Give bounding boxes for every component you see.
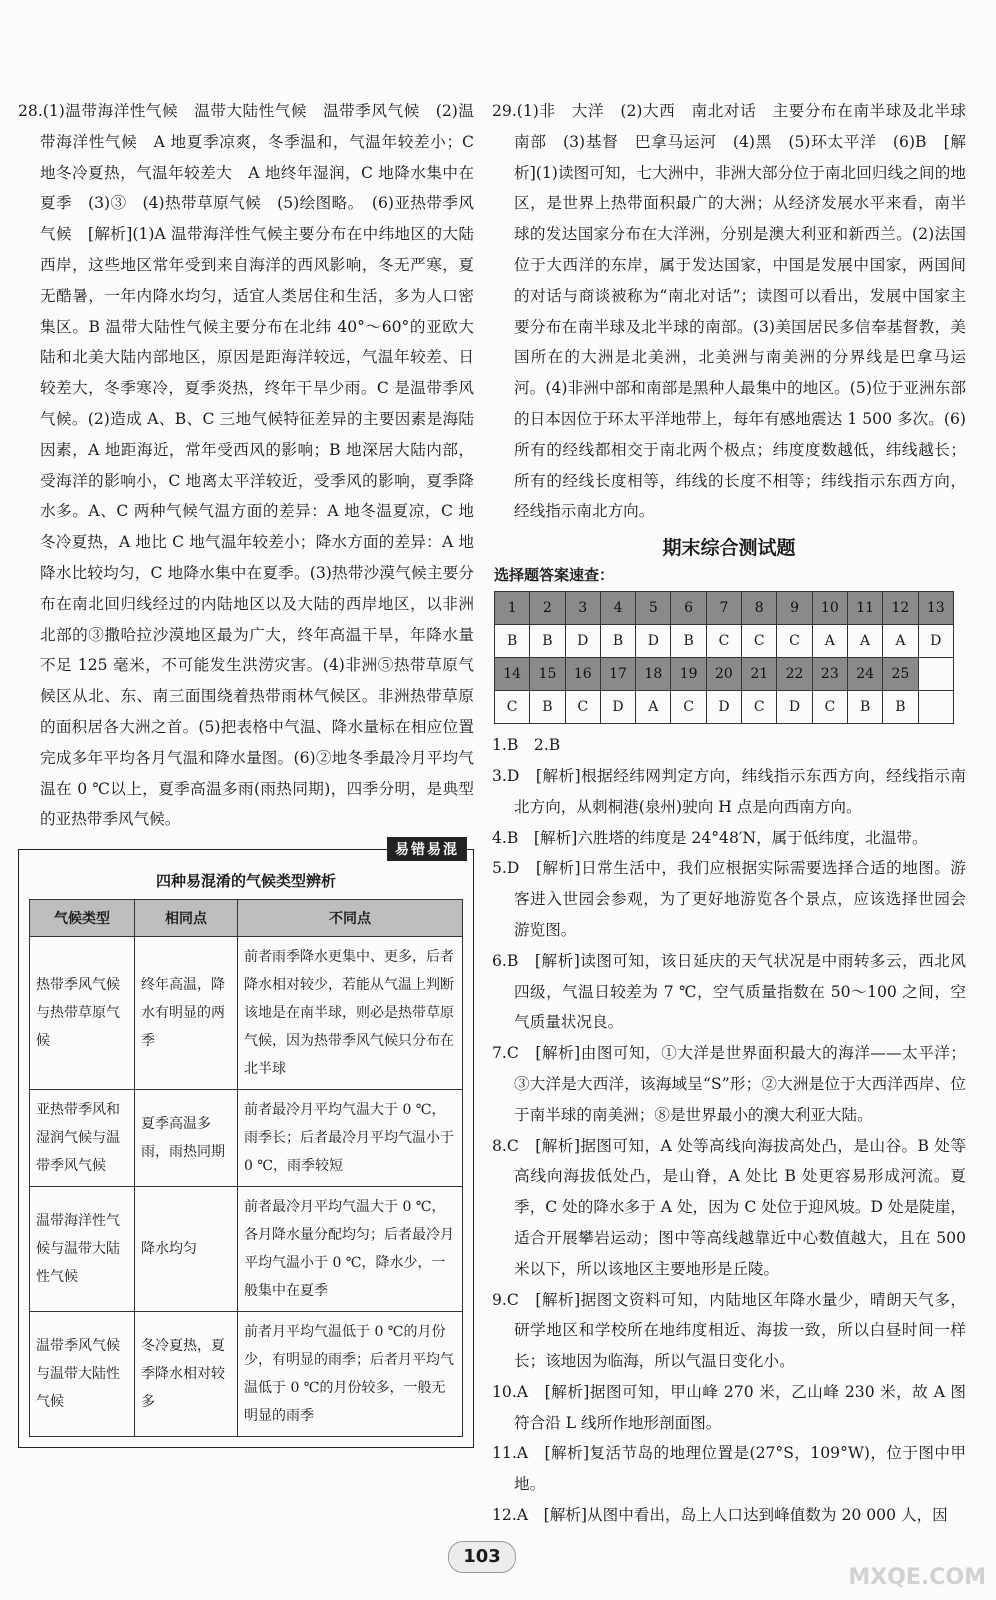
answer-number-cell: 20 <box>706 658 741 691</box>
answer-letter-cell: D <box>918 625 953 658</box>
answer-number-cell: 11 <box>847 592 882 625</box>
answer-letter-cell: A <box>812 625 847 658</box>
cell-diff: 前者月平均气温低于 0 ℃的月份少，有明显的雨季；后者月平均气温低于 0 ℃的月份较多，一般无明显的雨季 <box>238 1312 463 1437</box>
answer-item: 10.A [解析]据图可知，甲山峰 270 米，乙山峰 230 米，故 A 图符合沿 L 线所作地形剖面图。 <box>492 1382 966 1432</box>
answer-letters-row <box>495 691 954 724</box>
answer-items <box>492 730 966 1531</box>
answer-number-cell: 24 <box>847 658 882 691</box>
answer-letter-cell: C <box>706 625 741 658</box>
answer-letter-cell: A <box>636 691 671 724</box>
table-row <box>30 1187 463 1312</box>
answer-letter-cell: C <box>742 625 777 658</box>
cell-type: 亚热带季风和湿润气候与温带季风气候 <box>30 1090 135 1187</box>
answer-number-cell: 4 <box>600 592 635 625</box>
answer-number-cell: 10 <box>812 592 847 625</box>
answer-key-table <box>494 591 954 724</box>
answer-number-cell: 5 <box>636 592 671 625</box>
cell-same: 冬冷夏热，夏季降水相对较多 <box>135 1312 238 1437</box>
answer-item: 4.B [解析]六胜塔的纬度是 24°48′N，属于低纬度，北温带。 <box>492 828 928 847</box>
answer-item: 7.C [解析]由图可知，①大洋是世界面积最大的海洋——太平洋；③大洋是大西洋，该海域呈“S”形；②大洲是位于大西洋西岸、位于南半球的南美洲；⑧是世界最小的澳大利亚大陆。 <box>492 1044 966 1124</box>
answer-number-cell: 13 <box>918 592 953 625</box>
cell-diff: 前者雨季降水更集中、更多，后者降水相对较少，若能从气温上判断该地是在南半球，则必是热带草原气候，因为热带季风气候只分布在北半球 <box>238 937 463 1090</box>
answer-item: 5.D [解析]日常生活中，我们应根据实际需要选择合适的地图。游客进入世园会参观，为了更好地游览各个景点，应该选择世园会游览图。 <box>492 859 966 939</box>
watermark: MXQE.COM <box>848 1565 986 1590</box>
cell-diff: 前者最冷月平均气温大于 0 ℃，雨季长；后者最冷月平均气温小于 0 ℃，雨季较短 <box>238 1090 463 1187</box>
answer-numbers-row <box>495 592 954 625</box>
table-row <box>30 1312 463 1437</box>
header-type: 气候类型 <box>30 900 135 937</box>
answer-number-cell: 15 <box>530 658 565 691</box>
answer-letter-cell: A <box>883 625 918 658</box>
cell-type: 温带海洋性气候与温带大陆性气候 <box>30 1187 135 1312</box>
header-diff: 不同点 <box>238 900 463 937</box>
quick-answer-label: 选择题答案速查： <box>494 566 615 585</box>
answer-letter-cell: B <box>495 625 530 658</box>
answer-letter-cell: D <box>777 691 812 724</box>
cell-diff: 前者最冷月平均气温大于 0 ℃，各月降水量分配均匀；后者最冷月平均气温小于 0 ℃，降水少，一般集中在夏季 <box>238 1187 463 1312</box>
answer-letter-cell: B <box>530 691 565 724</box>
answer-letter-cell: B <box>600 625 635 658</box>
answer-letter-cell: C <box>565 691 600 724</box>
answer-number-cell: 18 <box>636 658 671 691</box>
answer-letters-row <box>495 625 954 658</box>
answer-number-cell: 6 <box>671 592 706 625</box>
answer-number-cell: 8 <box>742 592 777 625</box>
box-title: 四种易混淆的气候类型辨析 <box>155 872 336 891</box>
table-header-row <box>30 900 463 937</box>
answer-letter-cell <box>918 691 953 724</box>
answer-letter-cell: D <box>706 691 741 724</box>
answer-number-cell: 2 <box>530 592 565 625</box>
cell-same: 夏季高温多雨，雨热同期 <box>135 1090 238 1187</box>
left-column <box>18 96 474 1448</box>
answer-number-cell: 3 <box>565 592 600 625</box>
box-tag: 易错易混 <box>387 837 467 861</box>
cell-same: 终年高温，降水有明显的两季 <box>135 937 238 1090</box>
table-row <box>30 1090 463 1187</box>
answer-letter-cell: B <box>671 625 706 658</box>
answer-item: 12.A [解析]从图中看出，岛上人口达到峰值数为 20 000 人，因 <box>492 1506 948 1525</box>
answer-item: 11.A [解析]复活节岛的地理位置是(27°S，109°W)，位于图中甲地。 <box>492 1444 966 1494</box>
cell-same: 降水均匀 <box>135 1187 238 1312</box>
answer-item: 6.B [解析]读图可知，该日延庆的天气状况是中雨转多云，西北风四级，气温日较差为 7 ℃，空气质量指数在 50～100 之间，空气质量状况良。 <box>492 951 966 1032</box>
answer-numbers-row <box>495 658 954 691</box>
answer-number-cell: 19 <box>671 658 706 691</box>
answer-letter-cell: A <box>847 625 882 658</box>
answer-28: 28.(1)温带海洋性气候 温带大陆性气候 温带季风气候 (2)温带海洋性气候 A 地夏季凉爽，冬季温和，气温年较差小；C 地冬冷夏热，气温年较差大 A 地终年湿润，C 地降水集中在夏季 (3)③ (4)热带草原气候 (5)绘图略。 (6)亚热带季风气候 [解析](1)A 温带海洋性气候主要分布在中纬地区的大陆西岸，这些地区常年受到来自海洋的西风影响，冬无严寒，夏无酷暑，一年内降水均匀，适宜人类居住和生活，多为人口密集区。B 温带大陆性气候主要分布在北纬 40°～60°的亚欧大陆和北美大陆内部地区，原因是距海洋较远，气温年较差、日较差大，冬季寒冷，夏季炎热，终年干旱少雨。C 是温带季风气候。(2)造成 A、B、C 三地气候特征差异的主要因素是海陆因素，A 地距海近，常年受西风的影响；B 地深居大陆内部，受海洋的影响小，C 地离太平洋较近，受季风的影响，夏季降水多。A、C 两种气候气温方面的差异：A 地冬温夏凉，C 地冬冷夏热，A 地比 C 地气温年较差小；降水方面的差异：A 地降水比较均匀，C 地降水集中在夏季。(3)热带沙漠气候主要分布在南北回归线经过的内陆地区以及大陆的西岸地区，以非洲北部的③撒哈拉沙漠地区最为广大，终年高温干旱，年降水量不足 125 毫米，不可能发生洪涝灾害。(4)非洲⑤热带草原气候区从北、东、南三面围绕着热带雨林气候区。非洲热带草原的面积居各大洲之首。(5)把表格中气温、降水量标在相应位置完成多年平均各月气温和降水量图。(6)②地冬季最冷月平均气温在 0 ℃以上，夏季高温多雨(雨热同期)，四季分明，是典型的亚热带季风气候。 <box>18 102 474 829</box>
answer-29: 29.(1)非 大洋 (2)大西 南北对话 主要分布在南半球及北半球南部 (3)基督 巴拿马运河 (4)黑 (5)环太平洋 (6)B [解析](1)读图可知，七大洲中，非洲大部分位于南北回归线之间的地区，是世界上热带面积最广的大洲；从经济发展水平来看，南半球的发达国家分布在大洋洲，分别是澳大利亚和新西兰。(2)法国位于大西洋的东岸，属于发达国家，中国是发展中国家，两国间的对话与商谈被称为“南北对话”；读图可以看出，发展中国家主要分布在南半球及北半球的南部。(3)美国居民多信奉基督教，美国所在的大洲是北美洲，北美洲与南美洲的分界线是巴拿马运河。(4)非洲中部和南部是黑种人最集中的地区。(5)位于亚洲东部的日本因位于环太平洋地带上，每年有感地震达 1 500 多次。(6)所有的经线都相交于南北两个极点；纬度度数越低，纬线越长；所有的经线长度相等，纬线的长度不相等；纬线指示东西方向，经线指示南北方向。 <box>492 102 966 521</box>
answer-item: 3.D [解析]根据经纬网判定方向，纬线指示东西方向，经线指示南北方向，从刺桐港(泉州)驶向 H 点是向西南方向。 <box>492 766 966 816</box>
cell-type: 热带季风气候与热带草原气候 <box>30 937 135 1090</box>
climate-comparison-table <box>29 899 463 1437</box>
answer-number-cell: 23 <box>812 658 847 691</box>
answer-number-cell: 16 <box>565 658 600 691</box>
section-title: 期末综合测试题 <box>662 537 796 560</box>
answer-letter-cell: B <box>847 691 882 724</box>
answer-number-cell: 22 <box>777 658 812 691</box>
answer-number-cell: 1 <box>495 592 530 625</box>
confusion-box <box>18 842 474 1448</box>
table-row <box>30 937 463 1090</box>
answer-letter-cell: D <box>565 625 600 658</box>
answer-letter-cell: D <box>636 625 671 658</box>
right-column <box>492 96 966 1531</box>
answer-letter-cell: C <box>777 625 812 658</box>
answer-number-cell: 9 <box>777 592 812 625</box>
answer-letter-cell: C <box>812 691 847 724</box>
page-number: 103 <box>448 1541 516 1573</box>
answer-letter-cell: C <box>742 691 777 724</box>
answer-number-cell: 17 <box>600 658 635 691</box>
answer-item: 1.B 2.B <box>492 736 561 755</box>
answer-number-cell: 25 <box>883 658 918 691</box>
answer-number-cell: 12 <box>883 592 918 625</box>
answer-letter-cell: C <box>671 691 706 724</box>
header-same: 相同点 <box>135 900 238 937</box>
answer-letter-cell: B <box>530 625 565 658</box>
answer-letter-cell: D <box>600 691 635 724</box>
answer-number-cell <box>918 658 953 691</box>
answer-number-cell: 21 <box>742 658 777 691</box>
answer-letter-cell: C <box>495 691 530 724</box>
answer-number-cell: 7 <box>706 592 741 625</box>
answer-number-cell: 14 <box>495 658 530 691</box>
answer-item: 8.C [解析]据图可知，A 处等高线向海拔高处凸，是山谷。B 处等高线向海拔低处凸，是山脊，A 处比 B 处更容易形成河流。夏季，C 处的降水多于 A 处，因为 C 处位于迎风坡。D 处是陡崖，适合开展攀岩运动；图中等高线越靠近中心数值越大，且在 500 米以下，所以该地区主要地形是丘陵。 <box>492 1136 966 1278</box>
answer-item: 9.C [解析]据图文资料可知，内陆地区年降水量少，晴朗天气多，研学地区和学校所在地纬度相近、海拔一致，所以白昼时间一样长；该地因为临海，所以气温日变化小。 <box>492 1290 966 1371</box>
answer-letter-cell: B <box>883 691 918 724</box>
cell-type: 温带季风气候与温带大陆性气候 <box>30 1312 135 1437</box>
